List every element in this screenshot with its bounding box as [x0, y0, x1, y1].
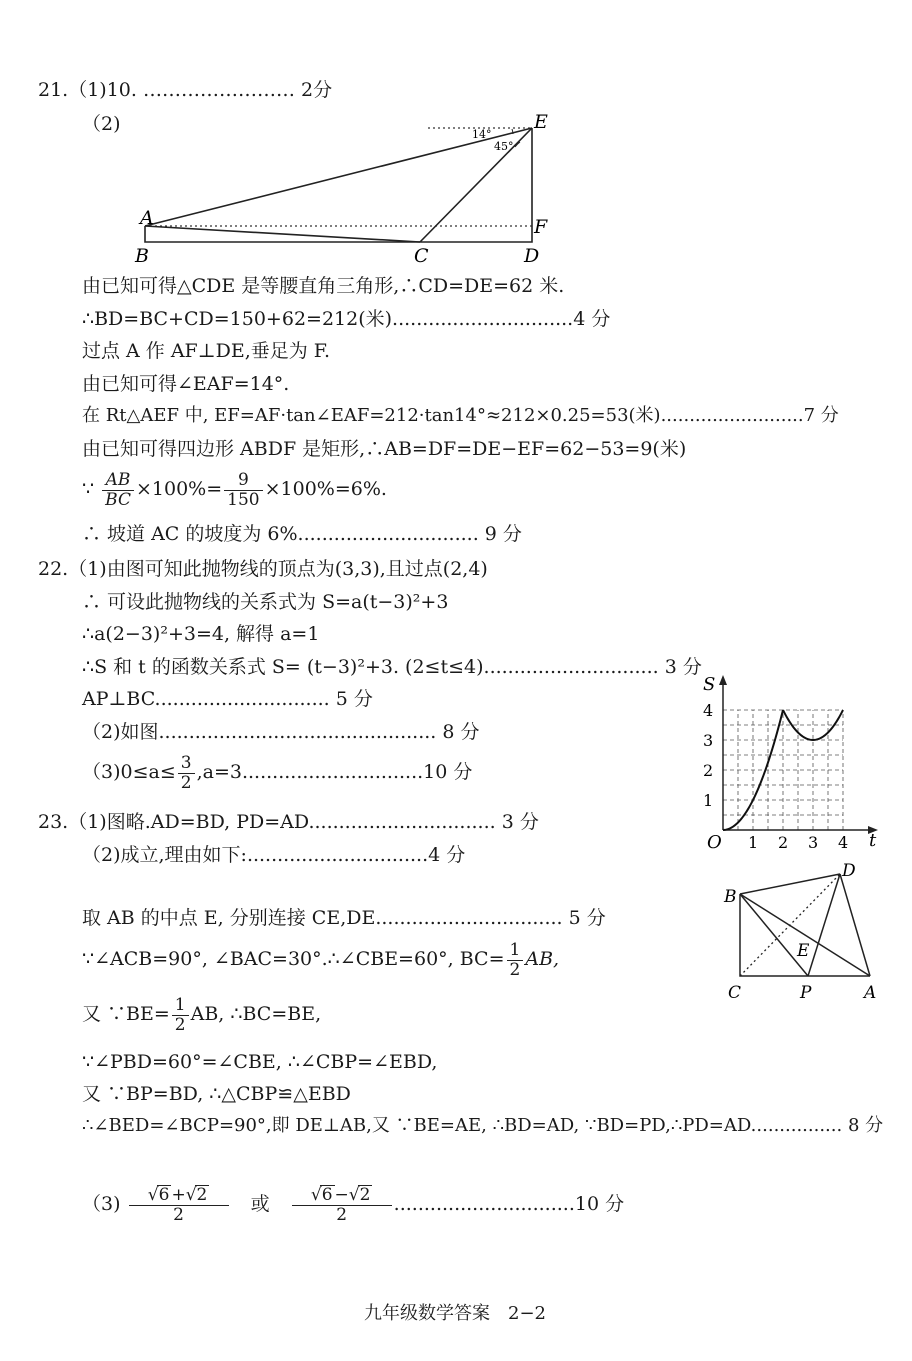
y-tick-label: 2	[703, 761, 714, 780]
q22-line6: （2)如图.............................................. 8 分	[82, 721, 480, 743]
axis-S: S	[703, 674, 716, 695]
angle-45: 45°	[494, 140, 514, 153]
y-tick-label: 3	[703, 731, 714, 750]
q23-line2: （2)成立,理由如下:..............................4 分	[82, 844, 466, 866]
q21-part1: 21.（1)10. …………………… 2分	[38, 79, 333, 101]
q21-figure	[120, 108, 560, 268]
q21-line8: ∴ 坡道 AC 的坡度为 6%.............................. 9 分	[82, 523, 522, 545]
q22-line7: （3)0≤a≤ $\frac{3}{2}$ ,a=3..............................10 分	[82, 752, 473, 793]
y-tick-label: 4	[703, 701, 714, 720]
q21-line1: 由已知可得△CDE 是等腰直角三角形,∴CD=DE=62 米.	[82, 275, 565, 297]
fraction-sqrt-diff: $\frac{√6 -√2}{2}$	[292, 1185, 392, 1225]
q22-line5: AP⊥BC............................. 5 分	[82, 688, 373, 710]
fraction-1-2b: $\frac{1}{2}$	[172, 996, 189, 1035]
q21-line5: 在 Rt△AEF 中, EF=AF·tan∠EAF=212·tan14°≈212×0.25=53(米).........................7 分	[82, 405, 839, 426]
label-D: D	[524, 245, 540, 267]
q21-line2: ∴BD=BC+CD=150+62=212(米)..............................4 分	[82, 308, 611, 330]
angle-14: 14°	[472, 128, 492, 141]
label-B2: B	[724, 887, 737, 907]
page-footer: 九年级数学答案 2−2	[364, 1303, 546, 1324]
label-F: F	[534, 216, 548, 238]
label-A: A	[140, 207, 154, 229]
q21-line7: ∵ $\frac{AB}{BC}$ ×100%= $\frac{9}{150}$ ×100%=6%.	[82, 469, 387, 510]
fraction-sqrt-sum: $\frac{√6 +√2}{2}$	[129, 1185, 229, 1225]
q22-line1: 22.（1)由图可知此抛物线的顶点为(3,3),且过点(2,4)	[38, 558, 488, 580]
label-A2: A	[864, 983, 877, 1003]
q21-line4: 由已知可得∠EAF=14°.	[82, 373, 290, 395]
fraction-ab-bc: $\frac{AB}{BC}$	[102, 471, 134, 510]
x-tick-label: 4	[838, 833, 849, 852]
q23-line3: 取 AB 的中点 E, 分别连接 CE,DE............................... 5 分	[82, 907, 606, 929]
q23-figure	[722, 858, 887, 1008]
label-C2: C	[728, 983, 742, 1003]
label-D2: D	[842, 861, 856, 881]
q23-line7: 又 ∵BP=BD, ∴△CBP≌△EBD	[82, 1083, 351, 1105]
q23-line1: 23.（1)图略.AD=BD, PD=AD............................... 3 分	[38, 811, 539, 833]
label-E: E	[534, 111, 548, 133]
x-tick-label: 1	[748, 833, 759, 852]
fraction-3-2: $\frac{3}{2}$	[178, 754, 195, 793]
q22-line2: ∴ 可设此抛物线的关系式为 S=a(t−3)²+3	[82, 591, 449, 613]
fraction-9-150: $\frac{9}{150}$	[224, 471, 262, 510]
q21-line6: 由已知可得四边形 ABDF 是矩形,∴AB=DF=DE−EF=62−53=9(米)	[82, 438, 687, 460]
label-B: B	[135, 245, 149, 267]
q23-line9: （3) $\frac{√6 +√2}{2}$ 或 $\frac{√6 -√2}{2}$ ..............................10 分	[82, 1185, 625, 1225]
axis-t: t	[869, 830, 877, 851]
y-tick-label: 1	[703, 791, 714, 810]
q22-line4: ∴S 和 t 的函数关系式 S= (t−3)²+3. (2≤t≤4)............................. 3 分	[82, 656, 702, 678]
label-C: C	[414, 245, 429, 267]
q22-line3: ∴a(2−3)²+3=4, 解得 a=1	[82, 623, 320, 645]
q23-line8: ∴∠BED=∠BCP=90°,即 DE⊥AB,又 ∵BE=AE, ∴BD=AD, ∵BD=PD,∴PD=AD................ 8 分	[82, 1115, 884, 1136]
fraction-1-2: $\frac{1}{2}$	[507, 941, 524, 980]
x-tick-label: 2	[778, 833, 789, 852]
label-P2: P	[800, 983, 812, 1003]
q23-line6: ∵∠PBD=60°=∠CBE, ∴∠CBP=∠EBD,	[82, 1051, 438, 1073]
q21-part2-label: （2)	[82, 113, 121, 135]
q23-line4: ∵∠ACB=90°, ∠BAC=30°.∴∠CBE=60°, BC= $\frac{1}{2}$ AB,	[82, 939, 560, 980]
x-tick-label: 3	[808, 833, 819, 852]
origin-O: O	[707, 832, 722, 853]
q23-line5: 又 ∵BE= $\frac{1}{2}$ AB, ∴BC=BE,	[82, 994, 322, 1035]
label-E2: E	[797, 941, 810, 961]
q22-graph	[695, 670, 885, 855]
q21-line3: 过点 A 作 AF⊥DE,垂足为 F.	[82, 340, 331, 362]
